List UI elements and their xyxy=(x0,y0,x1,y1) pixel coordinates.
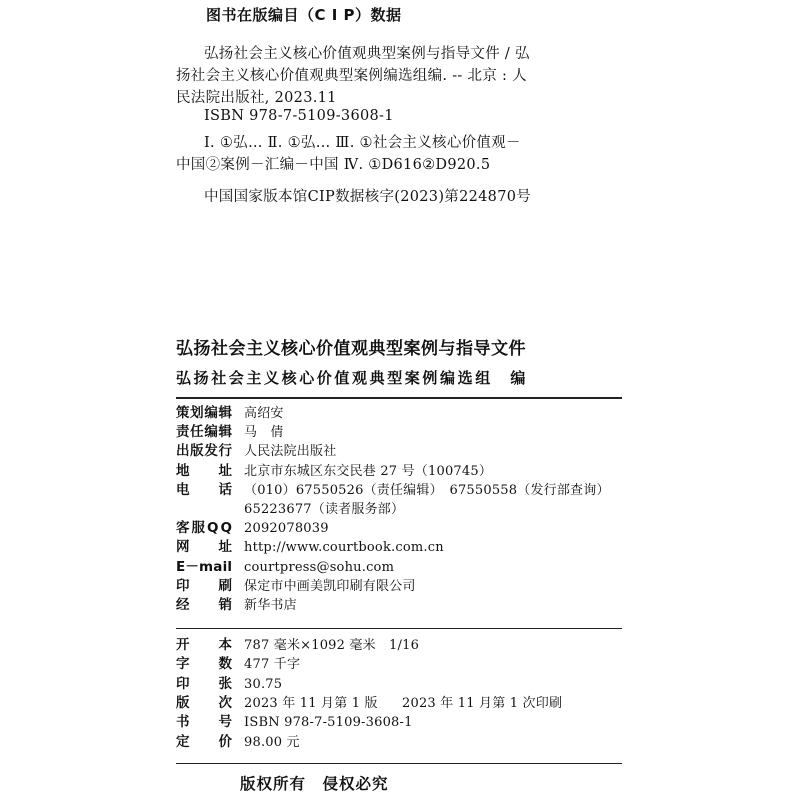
publishing-info-row-value: 高绍安 xyxy=(244,406,284,421)
print-spec-row-label: 书 号 xyxy=(176,714,232,731)
cip-classification-line-1: Ⅰ. ①弘… Ⅱ. ①弘… Ⅲ. ①社会主义核心价值观－ xyxy=(204,135,521,151)
book-author: 弘扬社会主义核心价值观典型案例编选组 编 xyxy=(176,369,529,387)
book-title: 弘扬社会主义核心价值观典型案例与指导文件 xyxy=(176,339,526,359)
cip-data-number: 中国国家版本馆CIP数据核字(2023)第224870号 xyxy=(204,189,532,205)
publishing-info-row-value: 保定市中画美凯印刷有限公司 xyxy=(244,578,416,594)
print-spec-row-label: 版 次 xyxy=(176,694,232,711)
publishing-info-row-value: 新华书店 xyxy=(244,598,297,613)
divider-bottom xyxy=(176,763,622,764)
print-spec-row-extra: 2023 年 11 月第 1 次印刷 xyxy=(402,695,563,711)
publishing-info-row-label: 网 址 xyxy=(176,539,232,556)
publishing-info-row-label: 印 刷 xyxy=(176,577,232,594)
cip-heading: 图书在版编目（C I P）数据 xyxy=(206,6,402,24)
publishing-info-row-value: http://www.courtbook.com.cn xyxy=(244,540,444,556)
publishing-info-row-label: E － m a i l xyxy=(176,558,232,575)
publishing-info-row-value: 人民法院出版社 xyxy=(244,444,337,460)
cip-classification-line-2: 中国②案例－汇编－中国 Ⅳ. ①D616②D920.5 xyxy=(176,157,491,173)
publishing-info-row-value: 65223677（读者服务部） xyxy=(244,502,405,517)
print-spec-row-value: 787 毫米×1092 毫米 1/16 xyxy=(244,638,420,653)
divider-middle xyxy=(176,628,622,629)
print-spec-row-value: 2023 年 11 月第 1 版 xyxy=(244,695,378,711)
publishing-info-row-value: 2092078039 xyxy=(244,521,329,537)
print-spec-row-label: 印 张 xyxy=(176,675,232,692)
print-spec-row-label: 开 本 xyxy=(176,637,232,653)
publishing-info-row-value: 马 倩 xyxy=(244,425,284,441)
print-spec-row-value: ISBN 978-7-5109-3608-1 xyxy=(244,715,413,731)
publishing-info-row-label: 策 划 编 辑 xyxy=(176,405,232,421)
divider-top xyxy=(176,397,622,399)
print-spec-row-label: 字 数 xyxy=(176,656,232,673)
publishing-info-row-value: courtpress@sohu.com xyxy=(244,559,395,575)
cip-isbn: ISBN 978-7-5109-3608-1 xyxy=(204,108,394,124)
cip-description-line-3: 民法院出版社, 2023.11 xyxy=(176,90,337,106)
publishing-info-row-label: 地 址 xyxy=(176,462,232,479)
print-spec-row-value: 477 千字 xyxy=(244,657,301,673)
print-spec-row-value: 30.75 xyxy=(244,676,283,692)
publishing-info-row-label: 经 销 xyxy=(176,597,232,613)
copyright-notice: 版权所有 侵权必究 xyxy=(240,775,389,793)
print-spec-row-value: 98.00 元 xyxy=(244,734,300,750)
publishing-info-row-value: （010）67550526（责任编辑） 67550558（发行部查询） xyxy=(244,482,610,498)
publishing-info-row-label: 客 服 Q Q xyxy=(176,520,232,537)
publishing-info-row-label: 责 任 编 辑 xyxy=(176,424,232,441)
publishing-info-row-label: 电 话 xyxy=(176,481,232,498)
cip-description-line-1: 弘扬社会主义核心价值观典型案例与指导文件 / 弘 xyxy=(204,46,530,62)
cip-description-line-2: 扬社会主义核心价值观典型案例编选组编. -- 北京 : 人 xyxy=(176,68,527,84)
print-spec-row-label: 定 价 xyxy=(176,733,232,750)
publishing-info-row-label: 出 版 发 行 xyxy=(176,443,232,460)
publishing-info-row-value: 北京市东城区东交民巷 27 号（100745） xyxy=(244,463,493,479)
